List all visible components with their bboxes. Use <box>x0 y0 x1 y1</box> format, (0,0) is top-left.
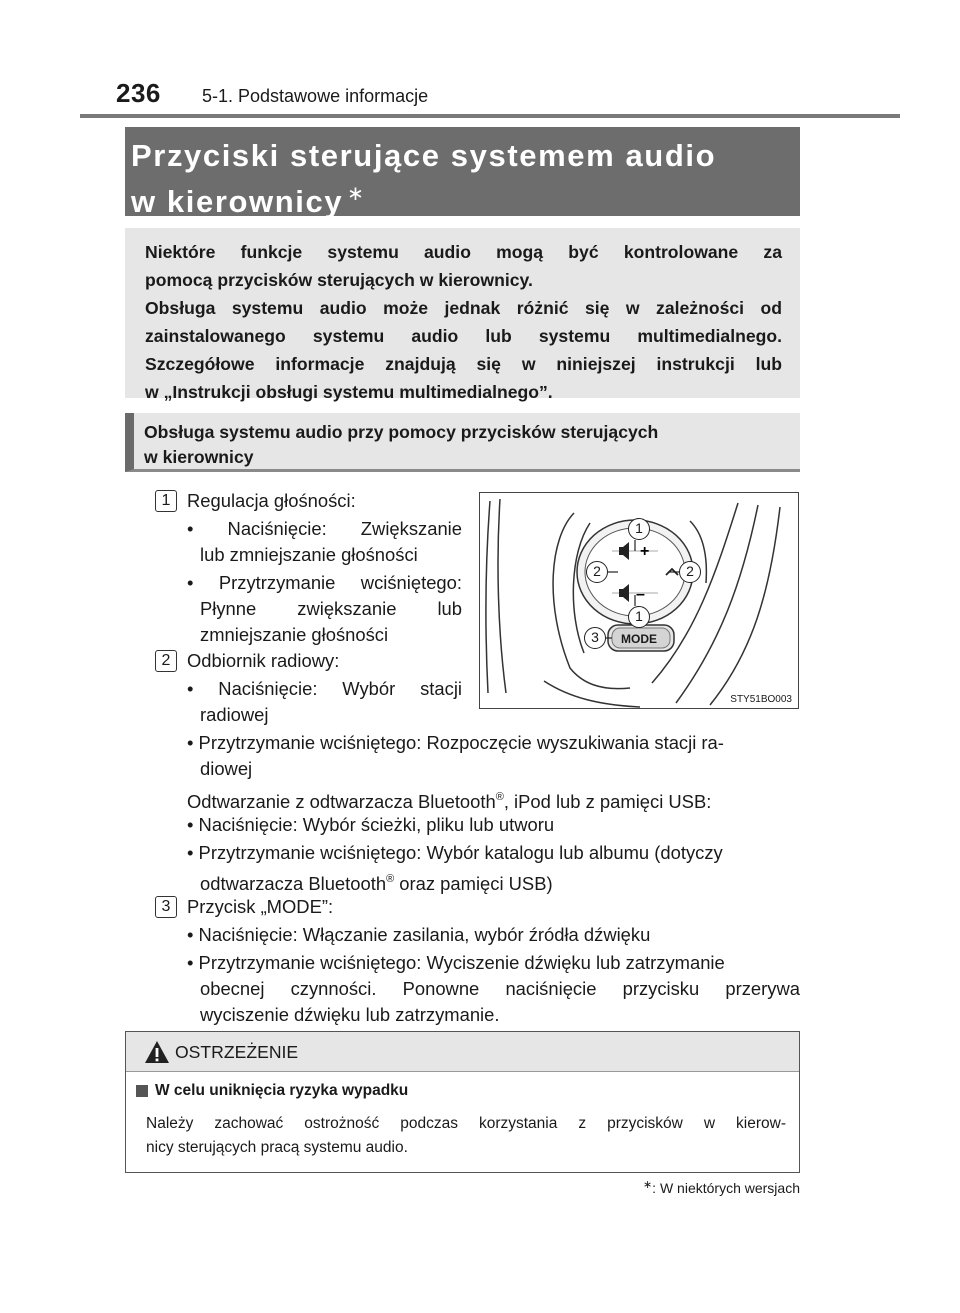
figure-code: STY51BO003 <box>730 694 792 705</box>
item2-bullet4-pre: odtwarzacza Bluetooth <box>200 873 387 894</box>
item1-title: Regulacja głośności: <box>187 490 356 511</box>
item3-bullet2-line3: wyciszenie dźwięku lub zatrzymanie. <box>200 1004 500 1025</box>
subheading <box>125 413 800 472</box>
volume-down-symbol: – <box>636 586 645 603</box>
item2-media-pre: Odtwarzanie z odtwarzacza Bluetooth <box>187 791 496 812</box>
callout-1-top: 1 <box>628 518 650 540</box>
volume-up-symbol: + <box>640 543 650 560</box>
item2-bullet1-line1: • Naciśnięcie: Wybór stacji <box>187 678 462 699</box>
item2-bullet3: • Naciśnięcie: Wybór ścieżki, pliku lub utworu <box>187 814 555 835</box>
item2-bullet4-line2 <box>200 867 553 896</box>
warning-text <box>146 1112 786 1160</box>
section-label: 5-1. Podstawowe informacje <box>202 86 429 106</box>
item3-title: Przycisk „MODE”: <box>187 896 334 917</box>
warning-line-1: Należy zachować ostrożność podczas korzystania z przycisków w kierow- <box>146 1115 786 1132</box>
item3-bullet2-line2: obecnej czynności. Ponowne naciśnięcie przycisku przerywa <box>200 978 800 999</box>
warning-line-2: nicy sterujących pracą systemu audio. <box>146 1139 408 1156</box>
title-footnote-marker: ∗ <box>347 183 366 205</box>
intro-line-1: Niektóre funkcje systemu audio mogą być kontrolowane za <box>145 242 782 262</box>
warning-label: OSTRZEŻENIE <box>175 1042 299 1062</box>
warning-header <box>126 1032 799 1072</box>
footnote-text: : W niektórych wersjach <box>652 1180 800 1196</box>
item2-title: Odbiornik radiowy: <box>187 650 340 671</box>
item-number-2: 2 <box>155 650 177 672</box>
title-line-2 <box>131 175 792 221</box>
item2-bullet2-line1: • Przytrzymanie wciśniętego: Rozpoczęcie wyszukiwania stacji ra- <box>187 732 724 753</box>
intro-line-2: pomocą przycisków sterujących w kierownicy. <box>145 270 533 290</box>
title-line-1: Przyciski sterujące systemem audio <box>131 138 717 173</box>
item2-media-line <box>187 785 711 814</box>
warning-box <box>125 1031 800 1173</box>
item2-bullet1-line2: radiowej <box>200 704 269 725</box>
intro-line-5: Szczegółowe informacje znajdują się w niniejszej instrukcji lub <box>145 354 782 374</box>
intro-line-4: zainstalowanego systemu audio lub systemu multimedialnego. <box>145 326 782 346</box>
mode-button-label: MODE <box>621 632 657 646</box>
intro-line-3: Obsługa systemu audio może jednak różnić się w zależności od <box>145 298 782 318</box>
page-header <box>80 74 900 118</box>
callout-2-right: 2 <box>679 561 701 583</box>
callout-3: 3 <box>584 627 606 649</box>
item2-media-post: , iPod lub z pamięci USB: <box>503 791 712 812</box>
item3-bullet2-line1: • Przytrzymanie wciśniętego: Wyciszenie dźwięku lub zatrzymanie <box>187 952 725 973</box>
callout-1-bottom: 1 <box>628 606 650 628</box>
item1-bullet2-line2: Płynne zwiększanie lub <box>200 598 462 619</box>
callout-2-left: 2 <box>586 561 608 583</box>
item2-bullet4-line1: • Przytrzymanie wciśniętego: Wybór katalogu lub albumu (dotyczy <box>187 842 723 863</box>
page-number: 236 <box>116 78 161 108</box>
item-number-1: 1 <box>155 490 177 512</box>
registered-mark: ® <box>386 873 395 885</box>
title-line-2-text: w kierownicy <box>131 184 344 219</box>
intro-line-6: w „Instrukcji obsługi systemu multimedialnego”. <box>145 382 553 402</box>
page-title <box>125 127 800 219</box>
intro-box <box>125 228 800 402</box>
registered-mark: ® <box>495 791 504 803</box>
subheading-line-1: Obsługa systemu audio przy pomocy przycisków sterujących <box>144 422 659 442</box>
footnote <box>643 1178 800 1196</box>
warning-subtitle: W celu uniknięcia ryzyka wypadku <box>155 1082 409 1099</box>
warning-bullet-square <box>136 1085 148 1097</box>
item1-bullet2-line1: • Przytrzymanie wciśniętego: <box>187 572 462 593</box>
header-rule <box>80 114 900 118</box>
footnote-marker: ∗ <box>642 1179 653 1191</box>
item2-bullet2-line2: diowej <box>200 758 253 779</box>
item-number-3: 3 <box>155 896 177 918</box>
subheading-line-2: w kierownicy <box>144 447 254 467</box>
item2-bullet4-post: oraz pamięci USB) <box>394 873 553 894</box>
steering-switch-illustration <box>479 492 799 709</box>
item1-bullet1-line1: • Naciśnięcie: Zwiększanie <box>187 518 462 539</box>
item3-bullet1: • Naciśnięcie: Włączanie zasilania, wybór źródła dźwięku <box>187 924 651 945</box>
item1-bullet2-line3: zmniejszanie głośności <box>200 624 389 645</box>
warning-triangle-icon <box>144 1040 170 1064</box>
item1-bullet1-line2: lub zmniejszanie głośności <box>200 544 418 565</box>
